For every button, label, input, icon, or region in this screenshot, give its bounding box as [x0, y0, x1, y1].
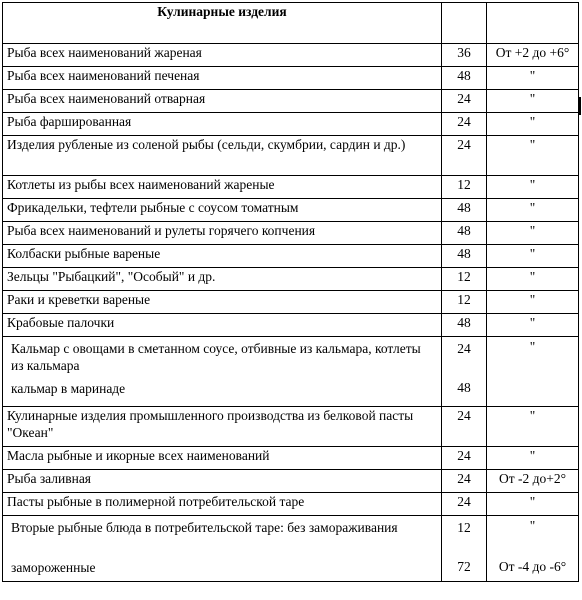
table-row [3, 268, 579, 291]
product-name: Кулинарные изделия промышленного производства из белковой пасты "Океан" [3, 407, 442, 447]
storage-hours: 12 [442, 268, 487, 291]
storage-hours: 48 [442, 245, 487, 268]
table-row [3, 176, 579, 199]
product-name: Фрикадельки, тефтели рыбные с соусом томатным [3, 199, 442, 222]
storage-temperature: " [487, 268, 579, 291]
storage-hours: 24 [442, 470, 487, 493]
storage-temperature: " [487, 407, 579, 447]
storage-hours: 24 [442, 447, 487, 470]
product-name: Изделия рубленые из соленой рыбы (сельди, скумбрии, сардин и др.) [3, 136, 442, 176]
header-empty-cell [487, 3, 579, 44]
product-name: Колбаски рыбные вареные [3, 245, 442, 268]
table-row [3, 516, 579, 582]
storage-temperature: " [529, 339, 536, 354]
storage-hours-sub: 48 [457, 380, 471, 395]
table-row [3, 337, 579, 407]
table-row [3, 113, 579, 136]
table-row [3, 493, 579, 516]
product-name: Рыба всех наименований жареная [3, 44, 442, 67]
storage-temperature-sub: От -4 до -6° [498, 559, 567, 574]
storage-temperature: " [487, 447, 579, 470]
product-name: Вторые рыбные блюда в потребительской таре: без замораживания [11, 520, 398, 535]
table-row [3, 44, 579, 67]
storage-temperature: " [487, 493, 579, 516]
storage-temperature: " [487, 245, 579, 268]
storage-hours-group [442, 516, 487, 582]
table-row [3, 470, 579, 493]
storage-hours: 48 [442, 314, 487, 337]
storage-temperature: " [529, 518, 536, 533]
storage-hours: 24 [442, 113, 487, 136]
storage-temperature: " [487, 176, 579, 199]
table-row [3, 447, 579, 470]
storage-hours: 24 [457, 341, 471, 356]
product-name-group [3, 337, 442, 407]
table-row [3, 67, 579, 90]
product-name: Рыба всех наименований печеная [3, 67, 442, 90]
storage-temperature: " [487, 291, 579, 314]
storage-hours-sub: 72 [457, 559, 471, 574]
product-name-group [3, 516, 442, 582]
header-empty-cell [442, 3, 487, 44]
product-subname: кальмар в маринаде [11, 381, 126, 396]
storage-hours: 12 [442, 176, 487, 199]
storage-temperature: " [487, 136, 579, 176]
product-name: Пасты рыбные в полимерной потребительской таре [3, 493, 442, 516]
product-name: Масла рыбные и икорные всех наименований [3, 447, 442, 470]
storage-hours: 24 [442, 136, 487, 176]
table-row [3, 291, 579, 314]
storage-hours: 48 [442, 67, 487, 90]
product-name: Кальмар с овощами в сметанном соусе, отбивные из кальмара, котлеты из кальмара [11, 341, 421, 373]
storage-temperature: " [487, 67, 579, 90]
storage-table [2, 2, 579, 582]
storage-hours: 24 [442, 407, 487, 447]
right-edge-mark [579, 97, 581, 115]
storage-temperature-sub [491, 377, 574, 379]
table-row [3, 245, 579, 268]
storage-temperature: " [487, 222, 579, 245]
table-row [3, 136, 579, 176]
storage-hours: 48 [442, 199, 487, 222]
storage-temperature: " [487, 113, 579, 136]
product-name: Раки и креветки вареные [3, 291, 442, 314]
product-name: Рыба фаршированная [3, 113, 442, 136]
storage-hours: 24 [442, 493, 487, 516]
product-subname: замороженные [11, 560, 96, 575]
storage-temperature: От -2 до+2° [487, 470, 579, 493]
storage-hours: 48 [442, 222, 487, 245]
table-row [3, 407, 579, 447]
storage-temperature-group [487, 516, 579, 582]
table-row [3, 314, 579, 337]
storage-hours: 12 [457, 520, 471, 535]
product-name: Крабовые палочки [3, 314, 442, 337]
product-name: Зельцы "Рыбацкий", "Особый" и др. [3, 268, 442, 291]
storage-temperature: " [487, 199, 579, 222]
product-name: Рыба всех наименований отварная [3, 90, 442, 113]
table-title: Кулинарные изделия [3, 3, 442, 44]
storage-temperature: От +2 до +6° [487, 44, 579, 67]
table-row [3, 199, 579, 222]
product-name: Котлеты из рыбы всех наименований жареные [3, 176, 442, 199]
storage-hours: 36 [442, 44, 487, 67]
storage-hours-group [442, 337, 487, 407]
storage-temperature: " [487, 90, 579, 113]
table-row [3, 90, 579, 113]
storage-temperature-group [487, 337, 579, 407]
product-name: Рыба всех наименований и рулеты горячего копчения [3, 222, 442, 245]
table-header-row [3, 3, 579, 44]
storage-hours: 12 [442, 291, 487, 314]
table-row [3, 222, 579, 245]
storage-hours: 24 [442, 90, 487, 113]
storage-temperature: " [487, 314, 579, 337]
product-name: Рыба заливная [3, 470, 442, 493]
